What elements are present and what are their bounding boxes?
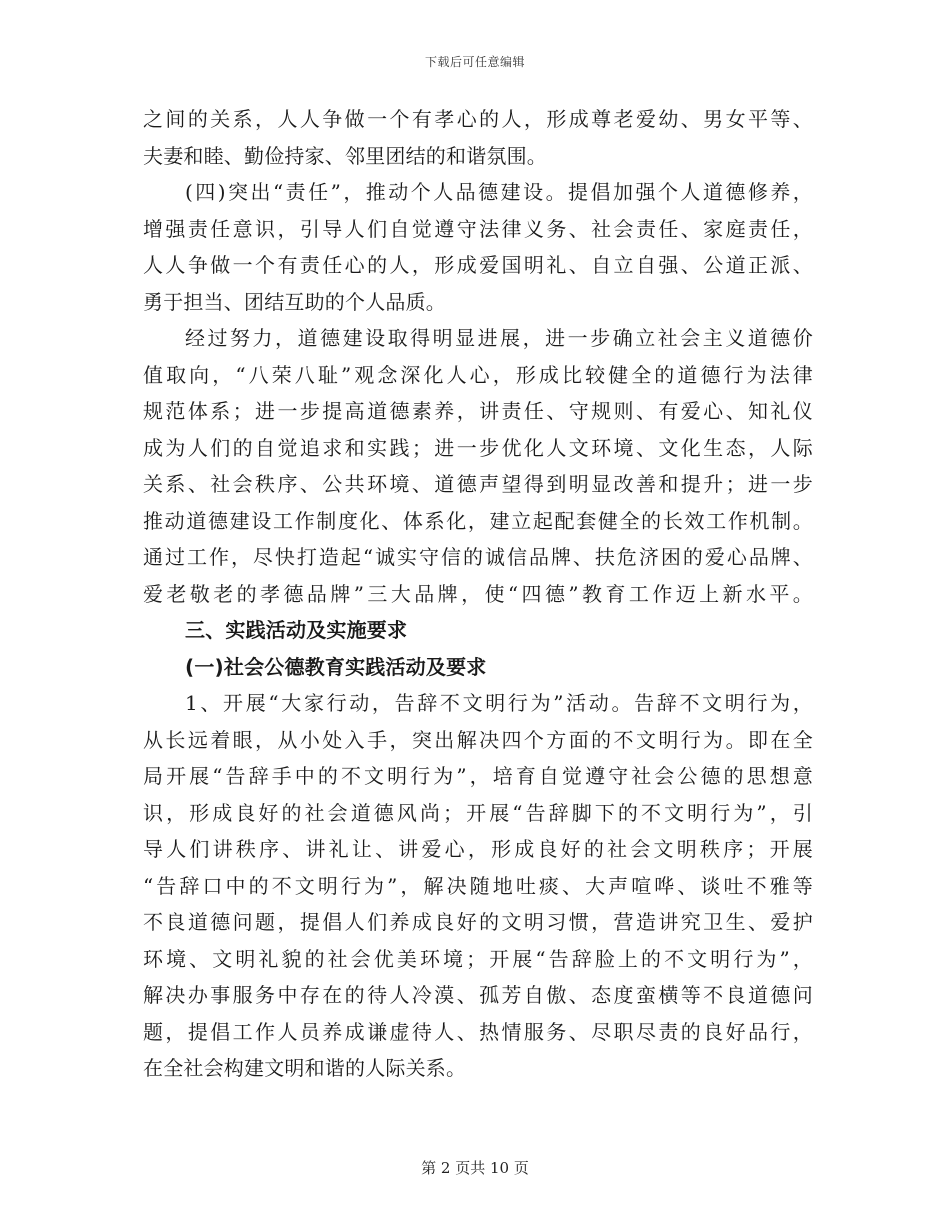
paragraph-line: 解决办事服务中存在的待人冷漠、孤芳自傲、态度蛮横等不良道德问 bbox=[143, 983, 813, 1007]
paragraph-line: 关系、社会秩序、公共环境、道德声望得到明显改善和提升；进一步 bbox=[143, 472, 813, 496]
paragraph-line: 环境、文明礼貌的社会优美环境；开展“告辞脸上的不文明行为”， bbox=[143, 946, 813, 971]
paragraph-line: 勇于担当、团结互助的个人品质。 bbox=[143, 289, 446, 314]
paragraph-line: 在全社会构建文明和谐的人际关系。 bbox=[143, 1056, 467, 1080]
paragraph-line: 规范体系；进一步提高道德素养，讲责任、守规则、有爱心、知礼仪 bbox=[143, 399, 813, 423]
paragraph-line: 增强责任意识，引导人们自觉遵守法律义务、社会责任、家庭责任， bbox=[143, 216, 813, 241]
paragraph-line: 夫妻和睦、勤俭持家、邻里团结的和谐氛围。 bbox=[143, 143, 547, 168]
paragraph-line: 通过工作，尽快打造起“诚实守信的诚信品牌、扶危济困的爱心品牌、 bbox=[143, 545, 813, 569]
paragraph-line: 爱老敬老的孝德品牌”三大品牌，使“四德”教育工作迈上新水平。 bbox=[143, 581, 813, 606]
paragraph-line: “告辞口中的不文明行为”，解决随地吐痰、大声喧哗、谈吐不雅等 bbox=[143, 873, 813, 898]
paragraph-line: 人人争做一个有责任心的人，形成爱国明礼、自立自强、公道正派、 bbox=[143, 253, 813, 277]
paragraph-line: 从长远着眼，从小处入手，突出解决四个方面的不文明行为。即在全 bbox=[143, 727, 813, 752]
section-heading: 三、实践活动及实施要求 bbox=[185, 618, 408, 642]
page-footer: 第 2 页共 10 页 bbox=[421, 1159, 529, 1177]
paragraph-line: 经过努力，道德建设取得明显进展，进一步确立社会主义道德价 bbox=[185, 326, 813, 350]
section-heading: (一)社会公德教育实践活动及要求 bbox=[185, 654, 487, 679]
page-header: 下载后可任意编辑 bbox=[424, 55, 525, 69]
paragraph-line: (四)突出“责任”，推动个人品德建设。提倡加强个人道德修养， bbox=[185, 180, 813, 204]
paragraph-line: 导人们讲秩序、讲礼让、讲爱心，形成良好的社会文明秩序；开展 bbox=[143, 837, 813, 861]
paragraph-line: 值取向，“八荣八耻”观念深化人心，形成比较健全的道德行为法律 bbox=[143, 362, 813, 387]
paragraph-line: 识，形成良好的社会道德风尚；开展“告辞脚下的不文明行为”，引 bbox=[143, 800, 813, 825]
paragraph-line: 局开展“告辞手中的不文明行为”，培育自觉遵守社会公德的思想意 bbox=[143, 764, 813, 788]
paragraph-line: 不良道德问题，提倡人们养成良好的文明习惯，营造讲究卫生、爱护 bbox=[143, 910, 813, 934]
document-body bbox=[143, 101, 813, 1087]
paragraph-line: 成为人们的自觉追求和实践；进一步优化人文环境、文化生态，人际 bbox=[143, 435, 813, 460]
paragraph-line: 推动道德建设工作制度化、体系化，建立起配套健全的长效工作机制。 bbox=[143, 508, 813, 533]
paragraph-line: 之间的关系，人人争做一个有孝心的人，形成尊老爱幼、男女平等、 bbox=[143, 107, 813, 131]
paragraph-line: 1、开展“大家行动，告辞不文明行为”活动。告辞不文明行为， bbox=[185, 691, 813, 715]
paragraph-line: 题，提倡工作人员养成谦虚待人、热情服务、尽职尽责的良好品行， bbox=[143, 1019, 813, 1044]
